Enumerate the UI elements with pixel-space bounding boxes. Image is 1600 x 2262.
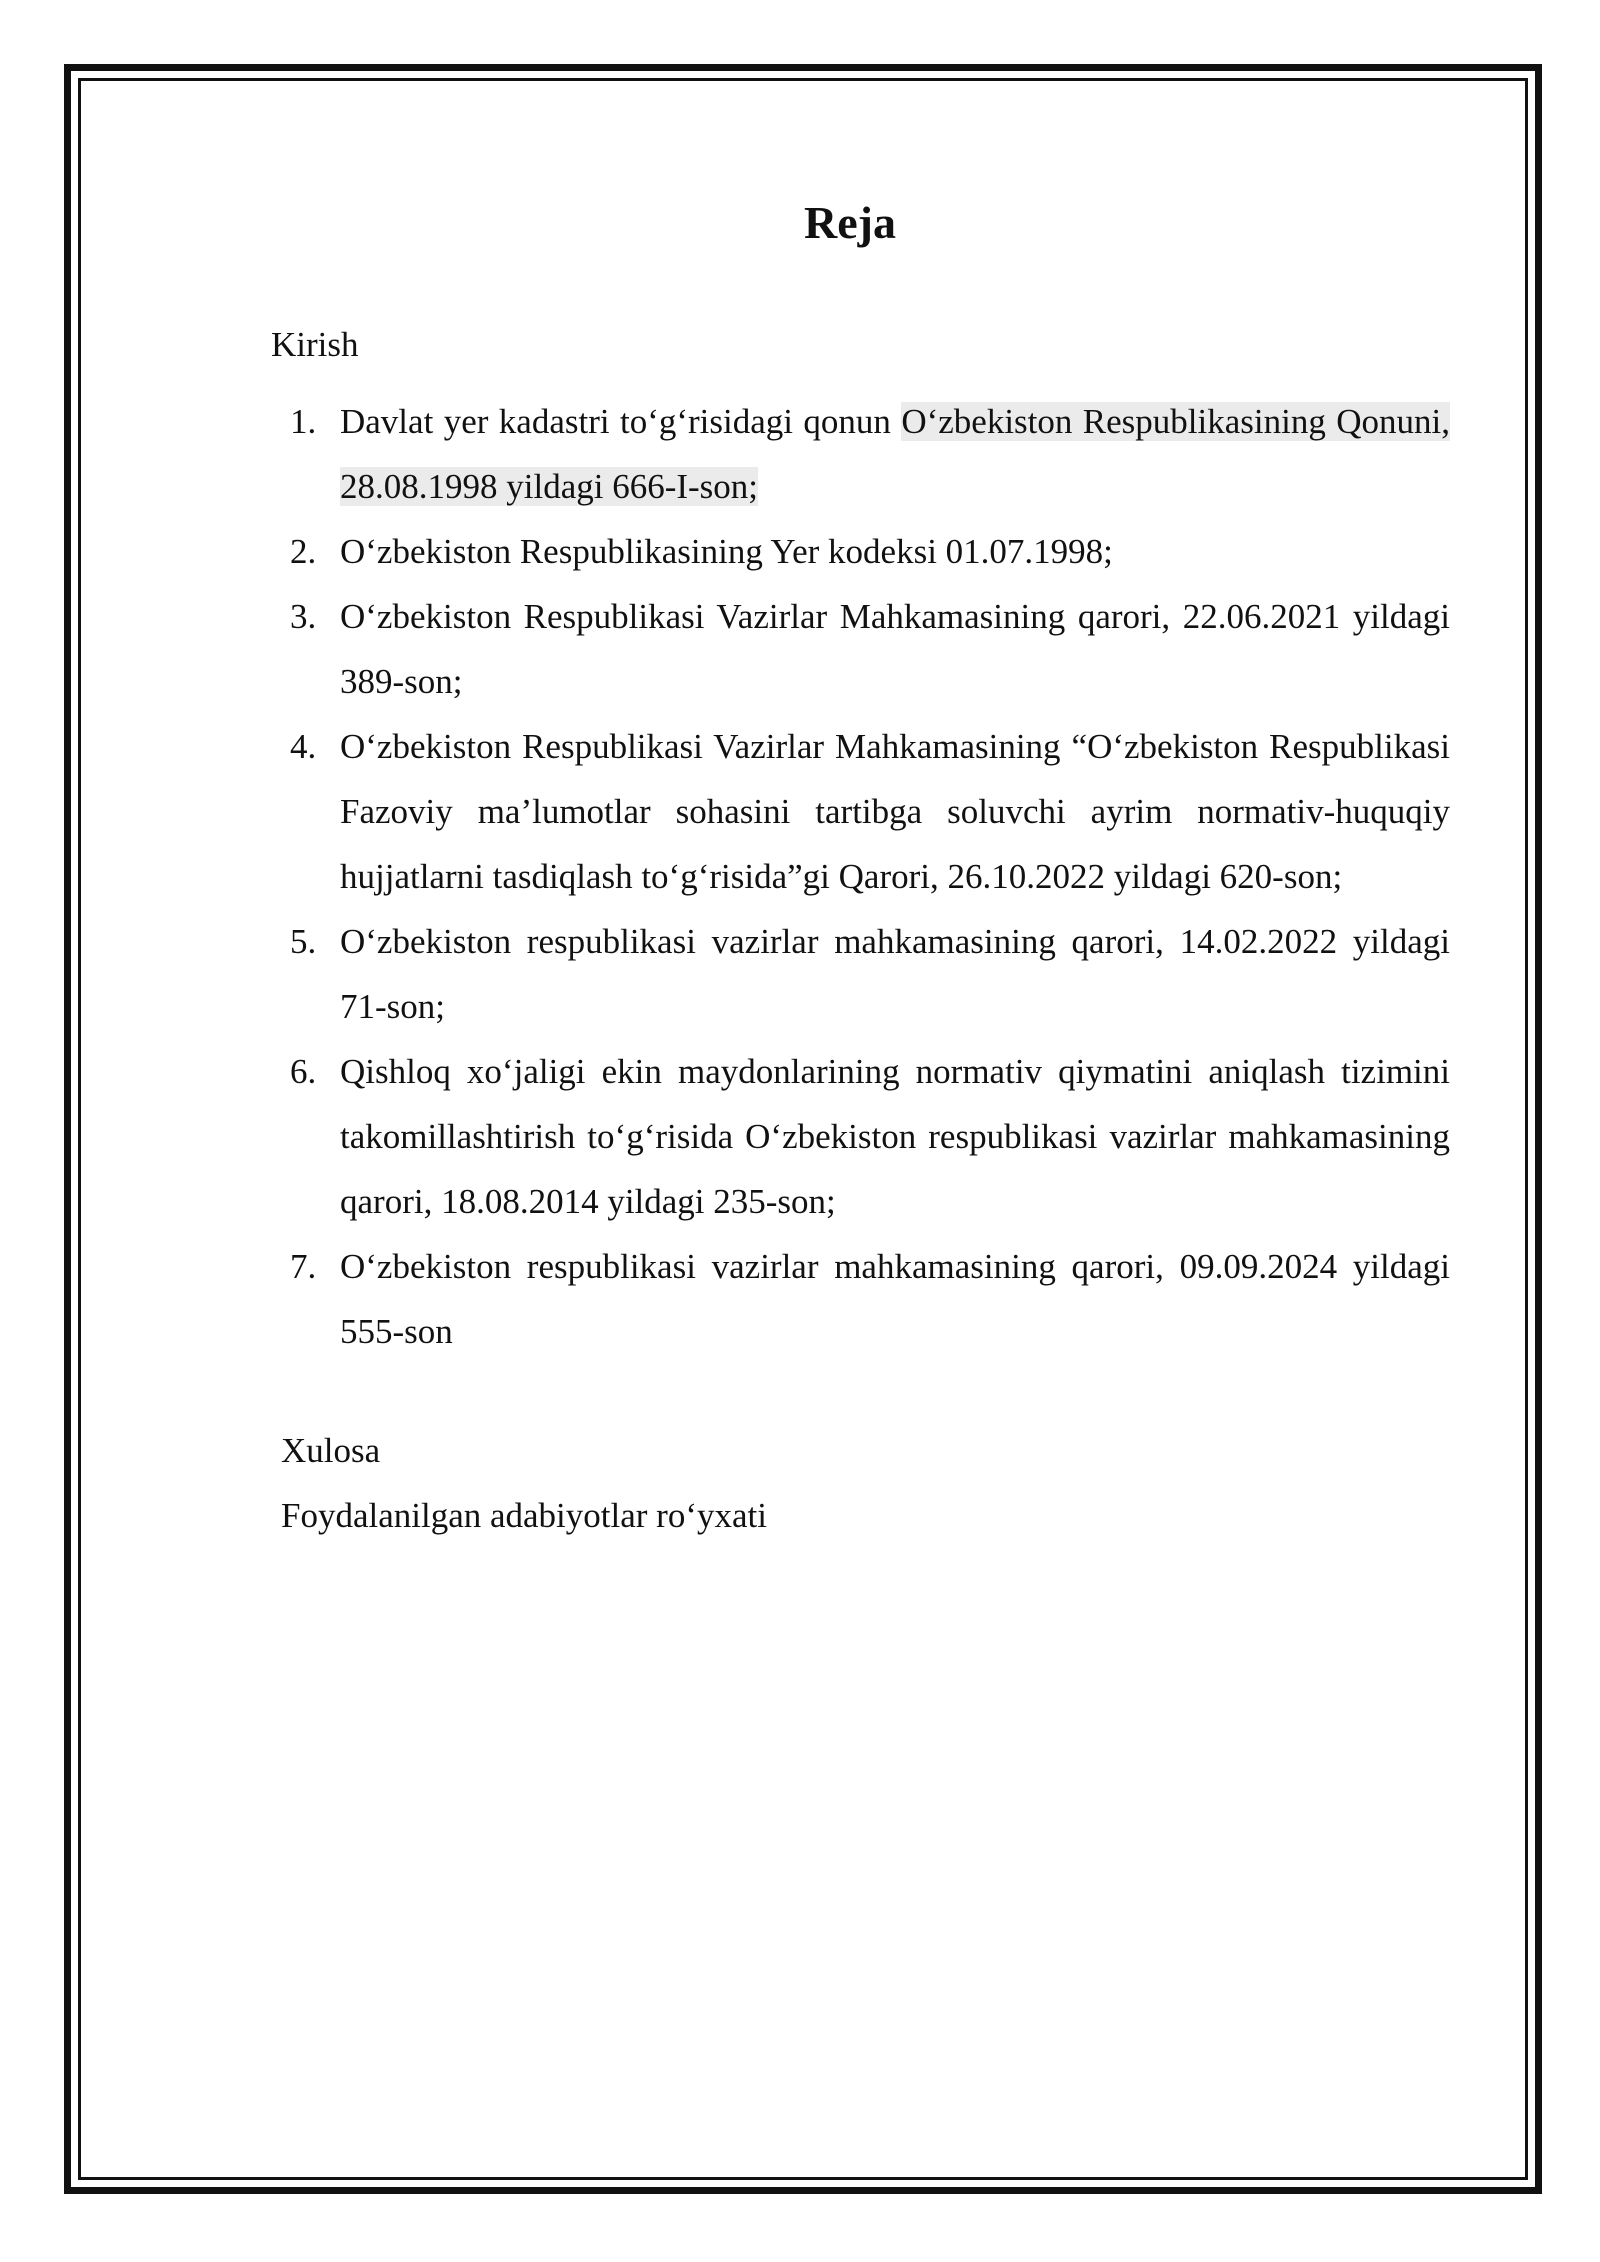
conclusion-heading: Xulosa (281, 1431, 381, 1470)
list-item-text: O‘zbekiston Respublikasi Vazirlar Mahkamasining “O‘zbekiston Respublikasi Fazoviy ma’lumotlar sohasini tartibga soluvchi ayrim normativ-huquqiy hujjatlarni tasdiqlash to‘g‘risida”gi Qarori, 26.10.2022 yildagi 620-son; (340, 727, 1450, 896)
list-item-number: 4. (290, 727, 317, 766)
list-item-text: O‘zbekiston respublikasi vazirlar mahkamasining qarori, 14.02.2022 yildagi 71-son; (340, 922, 1450, 1026)
list-item (280, 389, 1450, 519)
plan-list (280, 389, 1450, 1364)
intro-heading: Kirish (271, 325, 359, 364)
list-item (280, 714, 1450, 909)
list-item-text: O‘zbekiston Respublikasi Vazirlar Mahkamasining qarori, 22.06.2021 yildagi 389-son; (340, 597, 1450, 701)
list-item-number: 6. (290, 1052, 317, 1091)
references-heading: Foydalanilgan adabiyotlar ro‘yxati (281, 1496, 767, 1535)
list-item-number: 3. (290, 597, 317, 636)
list-item-number: 7. (290, 1247, 317, 1286)
list-item-number: 2. (290, 532, 317, 571)
list-item-number: 1. (290, 402, 317, 441)
list-item-text: O‘zbekiston Respublikasining Yer kodeksi 01.07.1998; (340, 532, 1113, 571)
list-item (280, 909, 1450, 1039)
list-item (280, 584, 1450, 714)
list-item-number: 5. (290, 922, 317, 961)
list-item-text: Qishloq xo‘jaligi ekin maydonlarining normativ qiymatini aniqlash tizimini takomillashtirish to‘g‘risida O‘zbekiston respublikasi vazirlar mahkamasining qarori, 18.08.2014 yildagi 235-son; (340, 1052, 1450, 1221)
list-item-text: Davlat yer kadastri to‘g‘risidagi qonun (340, 402, 902, 441)
page-title: Reja (804, 197, 896, 248)
list-item-text: O‘zbekiston respublikasi vazirlar mahkamasining qarori, 09.09.2024 yildagi 555-son (340, 1247, 1450, 1351)
highlighted-text: O‘zbekiston Respublikasining Qonuni, 28.08.1998 yildagi 666-I-son; (340, 402, 1451, 506)
list-item (280, 519, 1450, 584)
list-item (280, 1234, 1450, 1364)
list-item (280, 1039, 1450, 1234)
